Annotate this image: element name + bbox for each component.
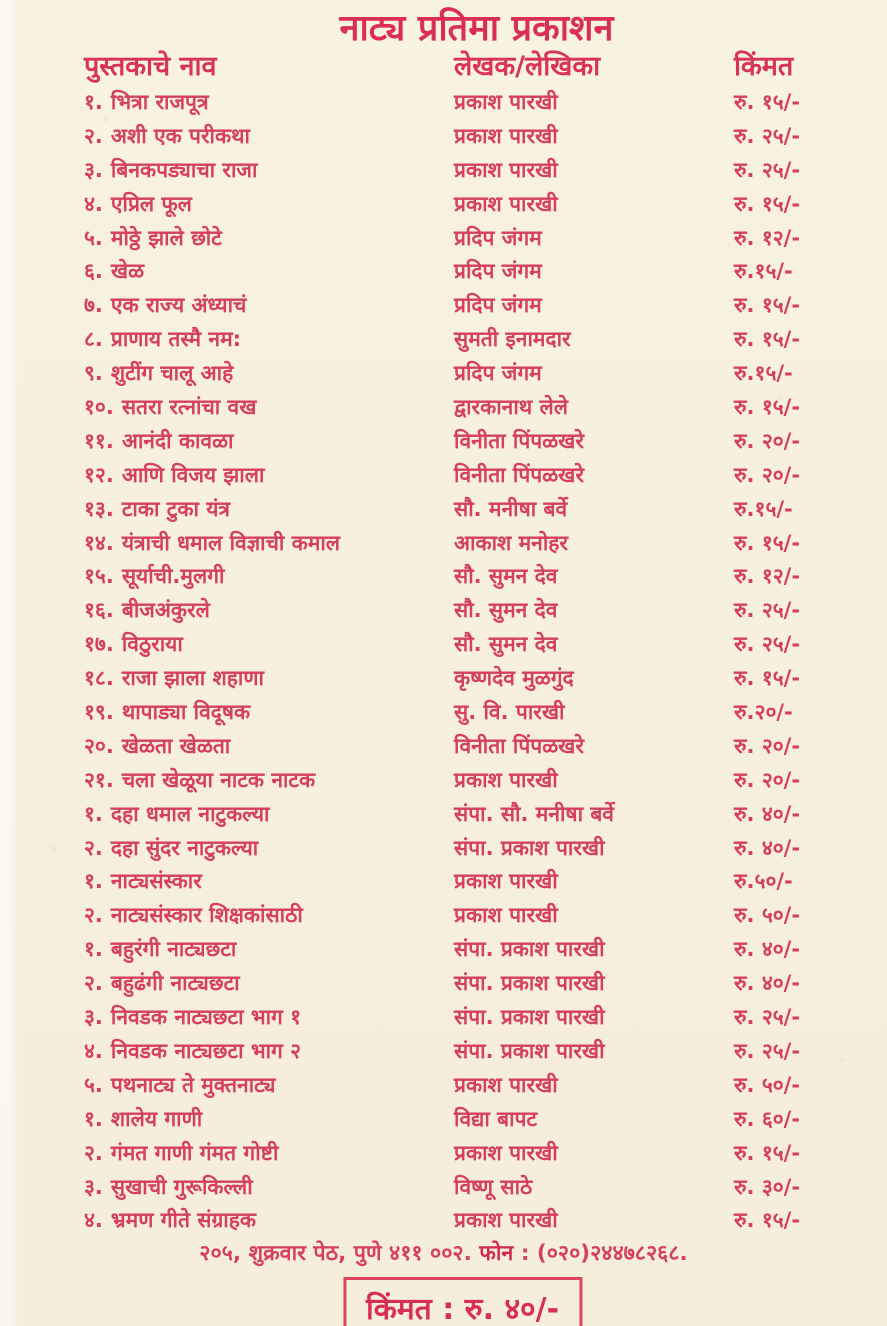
book-title: गंमत गाणी गंमत गोष्टी (110, 1140, 279, 1165)
row-number: २. (84, 903, 103, 928)
row-number: ३. (84, 1174, 103, 1199)
book-list (0, 86, 887, 1238)
author-cell: सौ. सुमन देव (454, 564, 558, 589)
book-title: बिनकपड्याचा राजा (110, 157, 258, 182)
table-row (0, 357, 887, 391)
row-number: १७. (84, 632, 114, 657)
book-title-cell (84, 1137, 454, 1171)
table-row (0, 1069, 887, 1103)
price-cell: रु. ३०/- (734, 1174, 801, 1199)
author-cell: विनीता पिंपळखरे (454, 462, 584, 487)
book-title: दहा सुंदर नाटुकल्या (110, 835, 259, 860)
book-title: यंत्राची धमाल विज्ञाची कमाल (121, 530, 341, 555)
book-title-cell (84, 459, 454, 493)
book-title-cell (84, 527, 454, 561)
author-cell: विनीता पिंपळखरे (454, 428, 584, 453)
table-row (0, 1137, 887, 1171)
row-number: ११. (84, 428, 114, 453)
book-title: खेळ (110, 259, 145, 284)
price-cell: रु. १५/- (734, 395, 801, 420)
row-number: १. (84, 869, 103, 894)
price-cell: रु. १५/- (734, 191, 801, 216)
row-number: ७. (84, 293, 103, 318)
author-cell: विष्णू साठे (454, 1174, 533, 1199)
table-row (0, 527, 887, 561)
row-number: १. (84, 90, 103, 114)
author-cell: प्रकाश पारखी (454, 123, 558, 148)
author-cell: प्रकाश पारखी (454, 903, 558, 928)
table-row (0, 222, 887, 256)
book-title-cell (84, 323, 454, 357)
author-cell: सौ. मनीषा बर्वे (454, 496, 568, 521)
book-title-cell (84, 1204, 454, 1238)
book-title: बहुरंगी नाट्यछटा (110, 937, 237, 962)
publisher-address-line (0, 1238, 887, 1267)
price-cell: रु. २५/- (734, 157, 801, 182)
author-cell: प्रदिप जंगम (454, 225, 542, 250)
book-title: अशी एक परीकथा (110, 123, 250, 148)
book-title: एप्रिल फूल (110, 191, 192, 216)
row-number: ५. (84, 1072, 103, 1097)
book-title-cell (84, 391, 454, 425)
row-number: ५. (84, 225, 103, 250)
book-title: टाका टुका यंत्र (121, 496, 230, 521)
book-title: मोठ्ठे झाले छोटे (110, 225, 222, 250)
book-title-cell (84, 967, 454, 1001)
row-number: २१. (84, 767, 114, 792)
book-title: प्राणाय तस्मै नम: (110, 327, 242, 352)
price-cell: रु. ४०/- (734, 835, 801, 860)
book-title: आणि विजय झाला (121, 462, 265, 487)
author-cell: विनीता पिंपळखरे (454, 733, 584, 758)
row-number: ८. (84, 327, 103, 352)
phone-number: : (०२०)२४४७८२६८. (513, 1241, 688, 1266)
row-number: २. (84, 971, 103, 996)
table-row (0, 1035, 887, 1069)
book-title-cell (84, 696, 454, 730)
book-title-cell (84, 1035, 454, 1069)
author-cell: प्रदिप जंगम (454, 259, 542, 284)
row-number: २. (84, 123, 103, 148)
table-row (0, 459, 887, 493)
book-title: भ्रमण गीते संग्राहक (110, 1208, 257, 1233)
author-cell: प्रकाश पारखी (454, 1208, 558, 1233)
book-title-cell (84, 120, 454, 154)
row-number: १४. (84, 530, 114, 555)
book-title: सतरा रत्नांचा वख (121, 395, 257, 420)
price-cell: रु. १५/- (734, 327, 801, 352)
table-row (0, 628, 887, 662)
price-cell: रु. ४०/- (734, 937, 801, 962)
book-title: सूर्याची.मुलगी (121, 564, 225, 589)
book-title-cell (84, 289, 454, 323)
table-row (0, 560, 887, 594)
column-header-author: लेखक/लेखिका (454, 51, 601, 82)
row-number: ४. (84, 191, 103, 216)
publisher-title: नाट्य प्रतिमा प्रकाशन (339, 8, 614, 49)
price-cell: रु. २०/- (734, 767, 801, 792)
table-row (0, 730, 887, 764)
price-cell: रु. ५०/- (734, 1072, 801, 1097)
price-cell: रु.१५/- (734, 259, 793, 284)
book-title-cell (84, 764, 454, 798)
table-row (0, 154, 887, 188)
price-cell: रु. १५/- (734, 1140, 801, 1165)
book-title-cell (84, 933, 454, 967)
book-title: खेळता खेळता (121, 733, 231, 758)
table-row (0, 764, 887, 798)
book-title: आनंदी कावळा (121, 428, 234, 453)
book-title-cell (84, 222, 454, 256)
cover-price-text: किंमत : रु. ४०/- (365, 1292, 560, 1326)
price-cell: रु.२०/- (734, 700, 793, 725)
author-cell: संपा. सौ. मनीषा बर्वे (454, 801, 614, 826)
price-cell: रु. ६०/- (734, 1106, 801, 1131)
row-number: १३. (84, 496, 114, 521)
book-title-cell (84, 628, 454, 662)
row-number: ४. (84, 1208, 103, 1233)
book-title-cell (84, 425, 454, 459)
price-cell: रु. २५/- (734, 632, 801, 657)
price-cell: रु. २०/- (734, 462, 801, 487)
author-cell: प्रकाश पारखी (454, 1072, 558, 1097)
table-row (0, 696, 887, 730)
author-cell: विद्या बापट (454, 1106, 538, 1131)
book-title-cell (84, 1171, 454, 1205)
book-title: बीजअंकुरले (121, 598, 210, 623)
book-title-cell (84, 1103, 454, 1137)
author-cell: प्रकाश पारखी (454, 767, 558, 792)
author-cell: संपा. प्रकाश पारखी (454, 1005, 605, 1030)
table-row (0, 323, 887, 357)
price-cell: रु. १२/- (734, 564, 801, 589)
table-row (0, 493, 887, 527)
price-cell: रु. ४०/- (734, 971, 801, 996)
author-cell: प्रकाश पारखी (454, 157, 558, 182)
book-title: नाट्यसंस्कार (110, 869, 202, 894)
book-title: निवडक नाट्यछटा भाग १ (110, 1005, 302, 1030)
book-title: दहा धमाल नाटुकल्या (110, 801, 270, 826)
book-title: शालेय गाणी (110, 1106, 203, 1131)
book-title: विठुराया (121, 632, 183, 657)
price-cell: रु. ५०/- (734, 903, 801, 928)
table-row (0, 391, 887, 425)
author-cell: सुमती इनामदार (454, 327, 571, 352)
price-cell: रु.५०/- (734, 869, 793, 894)
row-number: १. (84, 1106, 103, 1131)
book-title: पथनाट्य ते मुक्तनाट्य (110, 1072, 276, 1097)
book-title-cell (84, 154, 454, 188)
row-number: १. (84, 801, 103, 826)
table-row (0, 662, 887, 696)
row-number: ३. (84, 1005, 103, 1030)
table-row (0, 1103, 887, 1137)
table-row (0, 86, 887, 120)
book-title-cell (84, 188, 454, 222)
price-cell: रु. २५/- (734, 123, 801, 148)
table-row (0, 255, 887, 289)
author-cell: संपा. प्रकाश पारखी (454, 937, 605, 962)
table-row (0, 425, 887, 459)
table-row (0, 865, 887, 899)
book-title: भित्रा राजपूत्र (110, 90, 209, 114)
phone-label: फोन (479, 1241, 514, 1266)
row-number: २०. (84, 733, 114, 758)
book-title-cell (84, 493, 454, 527)
table-row (0, 188, 887, 222)
book-title-cell (84, 832, 454, 866)
table-row (0, 798, 887, 832)
author-cell: प्रदिप जंगम (454, 293, 542, 318)
price-cell: रु. १५/- (734, 530, 801, 555)
author-cell: संपा. प्रकाश पारखी (454, 971, 605, 996)
book-title: थापाड्या विदूषक (121, 700, 251, 725)
author-cell: संपा. प्रकाश पारखी (454, 1038, 605, 1063)
book-title-cell (84, 1001, 454, 1035)
table-row (0, 1001, 887, 1035)
price-cell: रु. २५/- (734, 1038, 801, 1063)
row-number: ४. (84, 1038, 103, 1063)
price-cell: रु. १५/- (734, 1208, 801, 1233)
row-number: २. (84, 835, 103, 860)
book-title: सुखाची गुरूकिल्ली (110, 1174, 253, 1199)
price-cell: रु. २०/- (734, 733, 801, 758)
table-row (0, 832, 887, 866)
author-cell: सु. वि. पारखी (454, 700, 565, 725)
table-row (0, 967, 887, 1001)
price-cell: रु. १५/- (734, 90, 801, 114)
book-title-cell (84, 899, 454, 933)
price-cell: रु. ४०/- (734, 801, 801, 826)
author-cell: कृष्णदेव मुळगुंद (454, 666, 574, 691)
row-number: १. (84, 937, 103, 962)
price-cell: रु.१५/- (734, 361, 793, 386)
row-number: ३. (84, 157, 103, 182)
book-title-cell (84, 86, 454, 120)
row-number: १६. (84, 598, 114, 623)
price-cell: रु. १५/- (734, 666, 801, 691)
cover-price-box (343, 1277, 582, 1326)
price-cell: रु. २०/- (734, 428, 801, 453)
row-number: १९. (84, 700, 114, 725)
book-title: नाट्यसंस्कार शिक्षकांसाठी (110, 903, 303, 928)
row-number: १०. (84, 395, 114, 420)
book-title: चला खेळूया नाटक नाटक (121, 767, 316, 792)
column-header-book-name: पुस्तकाचे नाव (84, 51, 217, 82)
author-cell: प्रदिप जंगम (454, 361, 542, 386)
row-number: २. (84, 1140, 103, 1165)
table-row (0, 933, 887, 967)
author-cell: संपा. प्रकाश पारखी (454, 835, 605, 860)
price-cell: रु. २५/- (734, 1005, 801, 1030)
column-header-price: किंमत (734, 51, 794, 82)
row-number: ९. (84, 361, 103, 386)
book-title-cell (84, 662, 454, 696)
book-title: राजा झाला शहाणा (121, 666, 264, 691)
price-cell: रु. १२/- (734, 225, 801, 250)
author-cell: प्रकाश पारखी (454, 1140, 558, 1165)
row-number: ६. (84, 259, 103, 284)
table-row (0, 899, 887, 933)
author-cell: सौ. सुमन देव (454, 598, 558, 623)
author-cell: प्रकाश पारखी (454, 191, 558, 216)
price-cell: रु. १५/- (734, 293, 801, 318)
table-row (0, 289, 887, 323)
row-number: १५. (84, 564, 114, 589)
book-title-cell (84, 255, 454, 289)
author-cell: सौ. सुमन देव (454, 632, 558, 657)
address-text: २०५, शुक्रवार पेठ, पुणे ४११ ००२. (199, 1241, 480, 1266)
row-number: १२. (84, 462, 114, 487)
price-cell: रु. २५/- (734, 598, 801, 623)
book-title-cell (84, 730, 454, 764)
table-row (0, 120, 887, 154)
row-number: १८. (84, 666, 114, 691)
author-cell: प्रकाश पारखी (454, 869, 558, 894)
table-header-row (0, 46, 887, 83)
table-row (0, 1171, 887, 1205)
book-title-cell (84, 865, 454, 899)
price-cell: रु.१५/- (734, 496, 793, 521)
author-cell: द्वारकानाथ लेले (454, 395, 568, 420)
book-title-cell (84, 560, 454, 594)
author-cell: आकाश मनोहर (454, 530, 569, 555)
book-title-cell (84, 594, 454, 628)
book-title-cell (84, 357, 454, 391)
book-title: बहुढंगी नाट्यछटा (110, 971, 240, 996)
table-row (0, 594, 887, 628)
book-title: निवडक नाट्यछटा भाग २ (110, 1038, 302, 1063)
book-title-cell (84, 1069, 454, 1103)
book-title-cell (84, 798, 454, 832)
author-cell: प्रकाश पारखी (454, 90, 558, 114)
book-title: शुटींग चालू आहे (110, 361, 234, 386)
table-row (0, 1204, 887, 1238)
book-title: एक राज्य अंध्याचं (110, 293, 247, 318)
